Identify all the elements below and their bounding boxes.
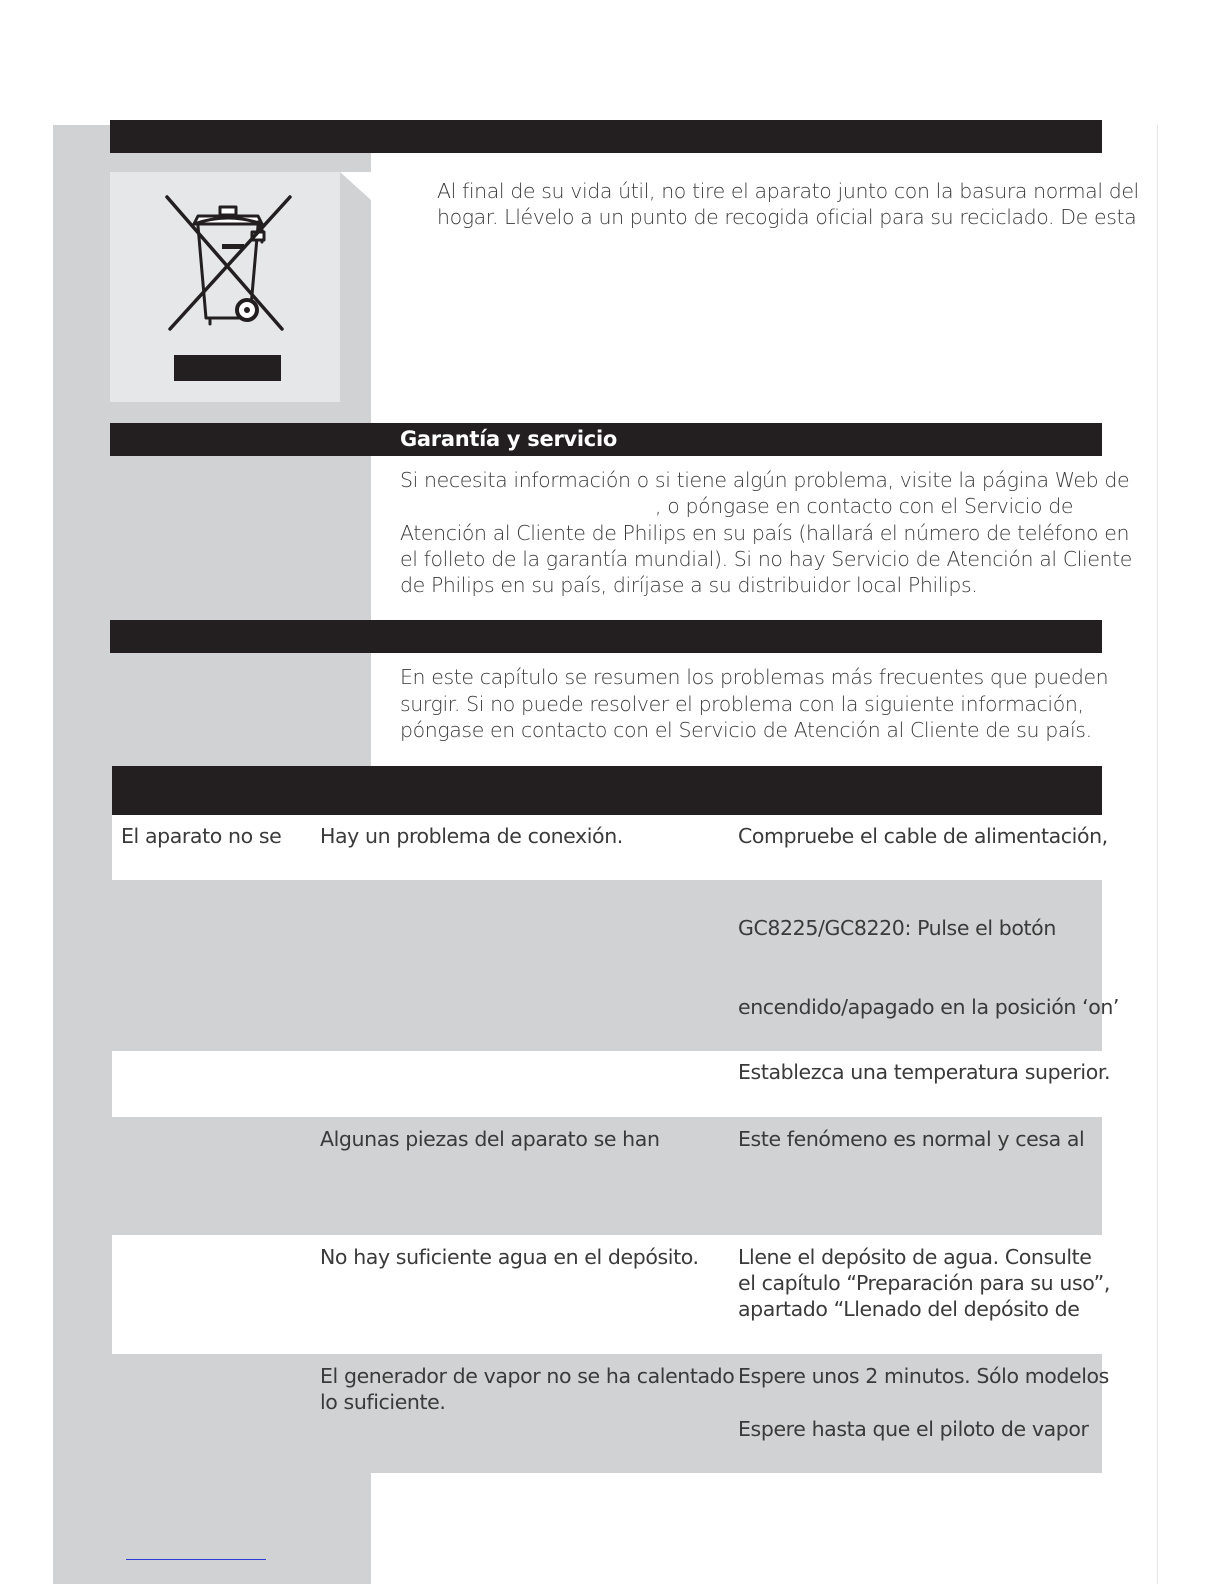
troubleshooting-paragraph-line-1: En este capítulo se resumen los problemas más frecuentes que pueden [400, 665, 1109, 689]
warranty-paragraph-line-2: , o póngase en contacto con el Servicio de [655, 494, 1074, 518]
solution-cell: el capítulo “Preparación para su uso”, [738, 1271, 1111, 1295]
environment-heading-bar [110, 120, 1102, 153]
warranty-paragraph-line-5: de Philips en su país, diríjase a su distribuidor local Philips. [400, 573, 978, 597]
recycle-icon-box [110, 172, 340, 402]
solution-cell: Espere hasta que el piloto de vapor [738, 1417, 1089, 1441]
table-row [112, 1354, 1109, 1473]
table-row [112, 880, 1120, 1051]
warranty-paragraph-line-1: Si necesita información o si tiene algún problema, visite la página Web de [400, 468, 1130, 492]
solution-cell: Compruebe el cable de alimentación, [738, 824, 1108, 848]
table-header-bar [112, 766, 1102, 815]
environment-paragraph-line-1: Al final de su vida útil, no tire el aparato junto con la basura normal del [437, 179, 1139, 203]
troubleshooting-heading-bar [110, 620, 1102, 653]
cause-cell: lo suficiente. [320, 1390, 446, 1414]
solution-cell: Establezca una temperatura superior. [738, 1060, 1111, 1084]
solution-cell: Llene el depósito de agua. Consulte [738, 1245, 1092, 1269]
warranty-heading: Garantía y servicio [400, 427, 617, 451]
right-page-guide [1157, 125, 1158, 1584]
solution-cell: Este fenómeno es normal y cesa al [738, 1127, 1085, 1151]
cause-cell: No hay suficiente agua en el depósito. [320, 1245, 699, 1269]
warranty-paragraph-line-4: el folleto de la garantía mundial). Si no hay Servicio de Atención al Cliente [400, 547, 1132, 571]
table-row [112, 1235, 1111, 1354]
cause-cell: El generador de vapor no se ha calentado [320, 1364, 735, 1388]
solution-cell: encendido/apagado en la posición ‘on’ [738, 995, 1120, 1019]
solution-cell: apartado “Llenado del depósito de [738, 1297, 1080, 1321]
troubleshooting-paragraph-line-2: surgir. Si no puede resolver el problema con la siguiente información, [400, 692, 1084, 716]
footer-link-underline[interactable] [126, 1559, 266, 1560]
solution-cell: Espere unos 2 minutos. Sólo modelos [738, 1364, 1109, 1388]
table-row [112, 1117, 1102, 1235]
table-row [112, 815, 1108, 880]
cause-cell: Algunas piezas del aparato se han [320, 1127, 660, 1151]
troubleshooting-paragraph-line-3: póngase en contacto con el Servicio de Atención al Cliente de su país. [400, 718, 1092, 742]
warranty-paragraph-line-3: Atención al Cliente de Philips en su país (hallará el número de teléfono en [400, 521, 1130, 545]
icon-box-notch [340, 172, 371, 200]
cause-cell: Hay un problema de conexión. [320, 824, 623, 848]
table-row [112, 1051, 1111, 1117]
environment-paragraph-line-2: hogar. Llévelo a un punto de recogida oficial para su reciclado. De esta [437, 205, 1137, 229]
troubleshooting-table [112, 766, 1120, 1473]
crossed-out-bin-icon [110, 172, 340, 402]
solution-cell: GC8225/GC8220: Pulse el botón [738, 916, 1056, 940]
problem-cell: El aparato no se [121, 824, 282, 848]
